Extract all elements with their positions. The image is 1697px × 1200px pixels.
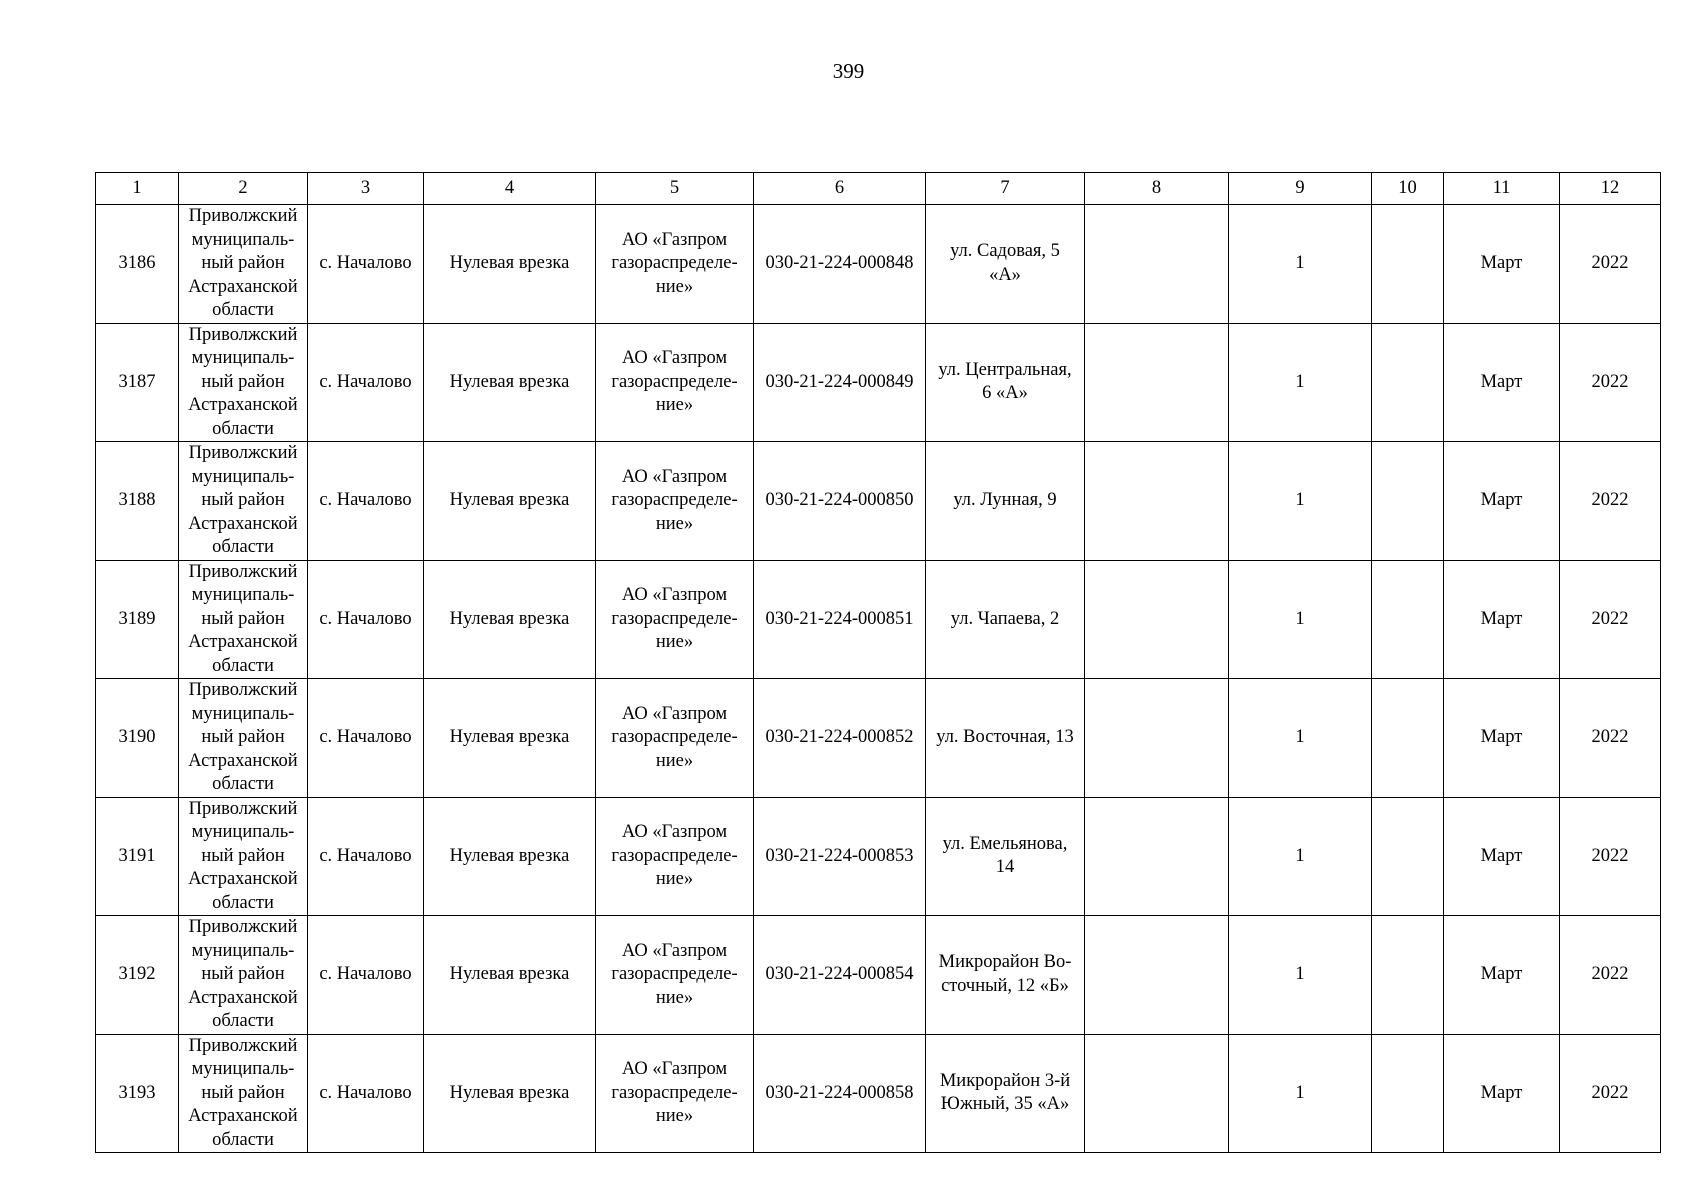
cell-district: Приволжский муниципаль- ный район Астраханской области — [179, 797, 308, 916]
cell-address: ул. Центральная, 6 «А» — [926, 323, 1085, 442]
cell-object-code: 030-21-224-000851 — [754, 560, 926, 679]
cell-column-8 — [1085, 205, 1229, 324]
cell-month: Март — [1444, 442, 1560, 561]
cell-settlement: с. Началово — [308, 560, 424, 679]
cell-column-8 — [1085, 1034, 1229, 1153]
table-row — [96, 797, 1661, 916]
cell-district: Приволжский муниципаль- ный район Астраханской области — [179, 1034, 308, 1153]
cell-count: 1 — [1229, 205, 1372, 324]
column-header: 4 — [424, 173, 596, 205]
cell-year: 2022 — [1560, 442, 1661, 561]
cell-month: Март — [1444, 679, 1560, 798]
table-row — [96, 679, 1661, 798]
cell-district: Приволжский муниципаль- ный район Астраханской области — [179, 560, 308, 679]
cell-month: Март — [1444, 797, 1560, 916]
cell-year: 2022 — [1560, 323, 1661, 442]
cell-address: ул. Садовая, 5 «А» — [926, 205, 1085, 324]
cell-settlement: с. Началово — [308, 1034, 424, 1153]
cell-district: Приволжский муниципаль- ный район Астраханской области — [179, 442, 308, 561]
cell-address: Микрорайон Во- сточный, 12 «Б» — [926, 916, 1085, 1035]
cell-month: Март — [1444, 560, 1560, 679]
cell-address: ул. Емельянова, 14 — [926, 797, 1085, 916]
cell-address: ул. Восточная, 13 — [926, 679, 1085, 798]
cell-year: 2022 — [1560, 205, 1661, 324]
cell-column-10 — [1372, 679, 1444, 798]
column-header: 6 — [754, 173, 926, 205]
cell-column-10 — [1372, 442, 1444, 561]
cell-settlement: с. Началово — [308, 679, 424, 798]
cell-district: Приволжский муниципаль- ный район Астраханской области — [179, 679, 308, 798]
cell-district: Приволжский муниципаль- ный район Астраханской области — [179, 323, 308, 442]
cell-object-code: 030-21-224-000854 — [754, 916, 926, 1035]
cell-row-number: 3188 — [96, 442, 179, 561]
table-row — [96, 916, 1661, 1035]
cell-row-number: 3189 — [96, 560, 179, 679]
cell-row-number: 3191 — [96, 797, 179, 916]
cell-connection-type: Нулевая врезка — [424, 560, 596, 679]
table-row — [96, 442, 1661, 561]
data-table — [95, 172, 1661, 1153]
cell-organization: АО «Газпром газораспределе- ние» — [596, 679, 754, 798]
cell-object-code: 030-21-224-000858 — [754, 1034, 926, 1153]
cell-column-8 — [1085, 442, 1229, 561]
cell-column-10 — [1372, 205, 1444, 324]
column-header: 3 — [308, 173, 424, 205]
cell-object-code: 030-21-224-000852 — [754, 679, 926, 798]
column-header: 5 — [596, 173, 754, 205]
column-header: 12 — [1560, 173, 1661, 205]
table-row — [96, 323, 1661, 442]
cell-object-code: 030-21-224-000853 — [754, 797, 926, 916]
page-number: 399 — [832, 59, 865, 83]
cell-year: 2022 — [1560, 679, 1661, 798]
cell-settlement: с. Началово — [308, 323, 424, 442]
cell-organization: АО «Газпром газораспределе- ние» — [596, 1034, 754, 1153]
cell-connection-type: Нулевая врезка — [424, 442, 596, 561]
column-header: 1 — [96, 173, 179, 205]
cell-connection-type: Нулевая врезка — [424, 916, 596, 1035]
cell-connection-type: Нулевая врезка — [424, 797, 596, 916]
cell-district: Приволжский муниципаль- ный район Астраханской области — [179, 205, 308, 324]
cell-column-10 — [1372, 797, 1444, 916]
table-row — [96, 205, 1661, 324]
cell-organization: АО «Газпром газораспределе- ние» — [596, 205, 754, 324]
column-header: 2 — [179, 173, 308, 205]
cell-column-10 — [1372, 323, 1444, 442]
cell-month: Март — [1444, 916, 1560, 1035]
cell-count: 1 — [1229, 560, 1372, 679]
cell-count: 1 — [1229, 323, 1372, 442]
cell-organization: АО «Газпром газораспределе- ние» — [596, 560, 754, 679]
cell-row-number: 3193 — [96, 1034, 179, 1153]
cell-object-code: 030-21-224-000850 — [754, 442, 926, 561]
cell-column-10 — [1372, 916, 1444, 1035]
cell-organization: АО «Газпром газораспределе- ние» — [596, 916, 754, 1035]
table-row — [96, 560, 1661, 679]
cell-address: ул. Чапаева, 2 — [926, 560, 1085, 679]
cell-column-8 — [1085, 916, 1229, 1035]
cell-address: Микрорайон 3-й Южный, 35 «А» — [926, 1034, 1085, 1153]
cell-column-10 — [1372, 1034, 1444, 1153]
cell-object-code: 030-21-224-000848 — [754, 205, 926, 324]
cell-column-8 — [1085, 679, 1229, 798]
cell-row-number: 3192 — [96, 916, 179, 1035]
cell-month: Март — [1444, 323, 1560, 442]
column-header: 10 — [1372, 173, 1444, 205]
cell-organization: АО «Газпром газораспределе- ние» — [596, 442, 754, 561]
cell-column-10 — [1372, 560, 1444, 679]
column-header: 7 — [926, 173, 1085, 205]
cell-count: 1 — [1229, 442, 1372, 561]
cell-month: Март — [1444, 205, 1560, 324]
cell-year: 2022 — [1560, 916, 1661, 1035]
cell-object-code: 030-21-224-000849 — [754, 323, 926, 442]
cell-column-8 — [1085, 560, 1229, 679]
cell-connection-type: Нулевая врезка — [424, 1034, 596, 1153]
cell-organization: АО «Газпром газораспределе- ние» — [596, 797, 754, 916]
cell-year: 2022 — [1560, 560, 1661, 679]
cell-year: 2022 — [1560, 797, 1661, 916]
cell-row-number: 3186 — [96, 205, 179, 324]
cell-address: ул. Лунная, 9 — [926, 442, 1085, 561]
cell-column-8 — [1085, 323, 1229, 442]
header-row — [96, 173, 1661, 205]
cell-count: 1 — [1229, 679, 1372, 798]
column-header: 11 — [1444, 173, 1560, 205]
cell-year: 2022 — [1560, 1034, 1661, 1153]
cell-connection-type: Нулевая врезка — [424, 679, 596, 798]
cell-count: 1 — [1229, 1034, 1372, 1153]
cell-row-number: 3190 — [96, 679, 179, 798]
cell-district: Приволжский муниципаль- ный район Астраханской области — [179, 916, 308, 1035]
cell-count: 1 — [1229, 797, 1372, 916]
cell-organization: АО «Газпром газораспределе- ние» — [596, 323, 754, 442]
cell-connection-type: Нулевая врезка — [424, 323, 596, 442]
column-header: 9 — [1229, 173, 1372, 205]
column-header: 8 — [1085, 173, 1229, 205]
cell-settlement: с. Началово — [308, 797, 424, 916]
table-row — [96, 1034, 1661, 1153]
cell-column-8 — [1085, 797, 1229, 916]
cell-month: Март — [1444, 1034, 1560, 1153]
cell-settlement: с. Началово — [308, 205, 424, 324]
cell-count: 1 — [1229, 916, 1372, 1035]
cell-row-number: 3187 — [96, 323, 179, 442]
cell-connection-type: Нулевая врезка — [424, 205, 596, 324]
cell-settlement: с. Началово — [308, 916, 424, 1035]
cell-settlement: с. Началово — [308, 442, 424, 561]
